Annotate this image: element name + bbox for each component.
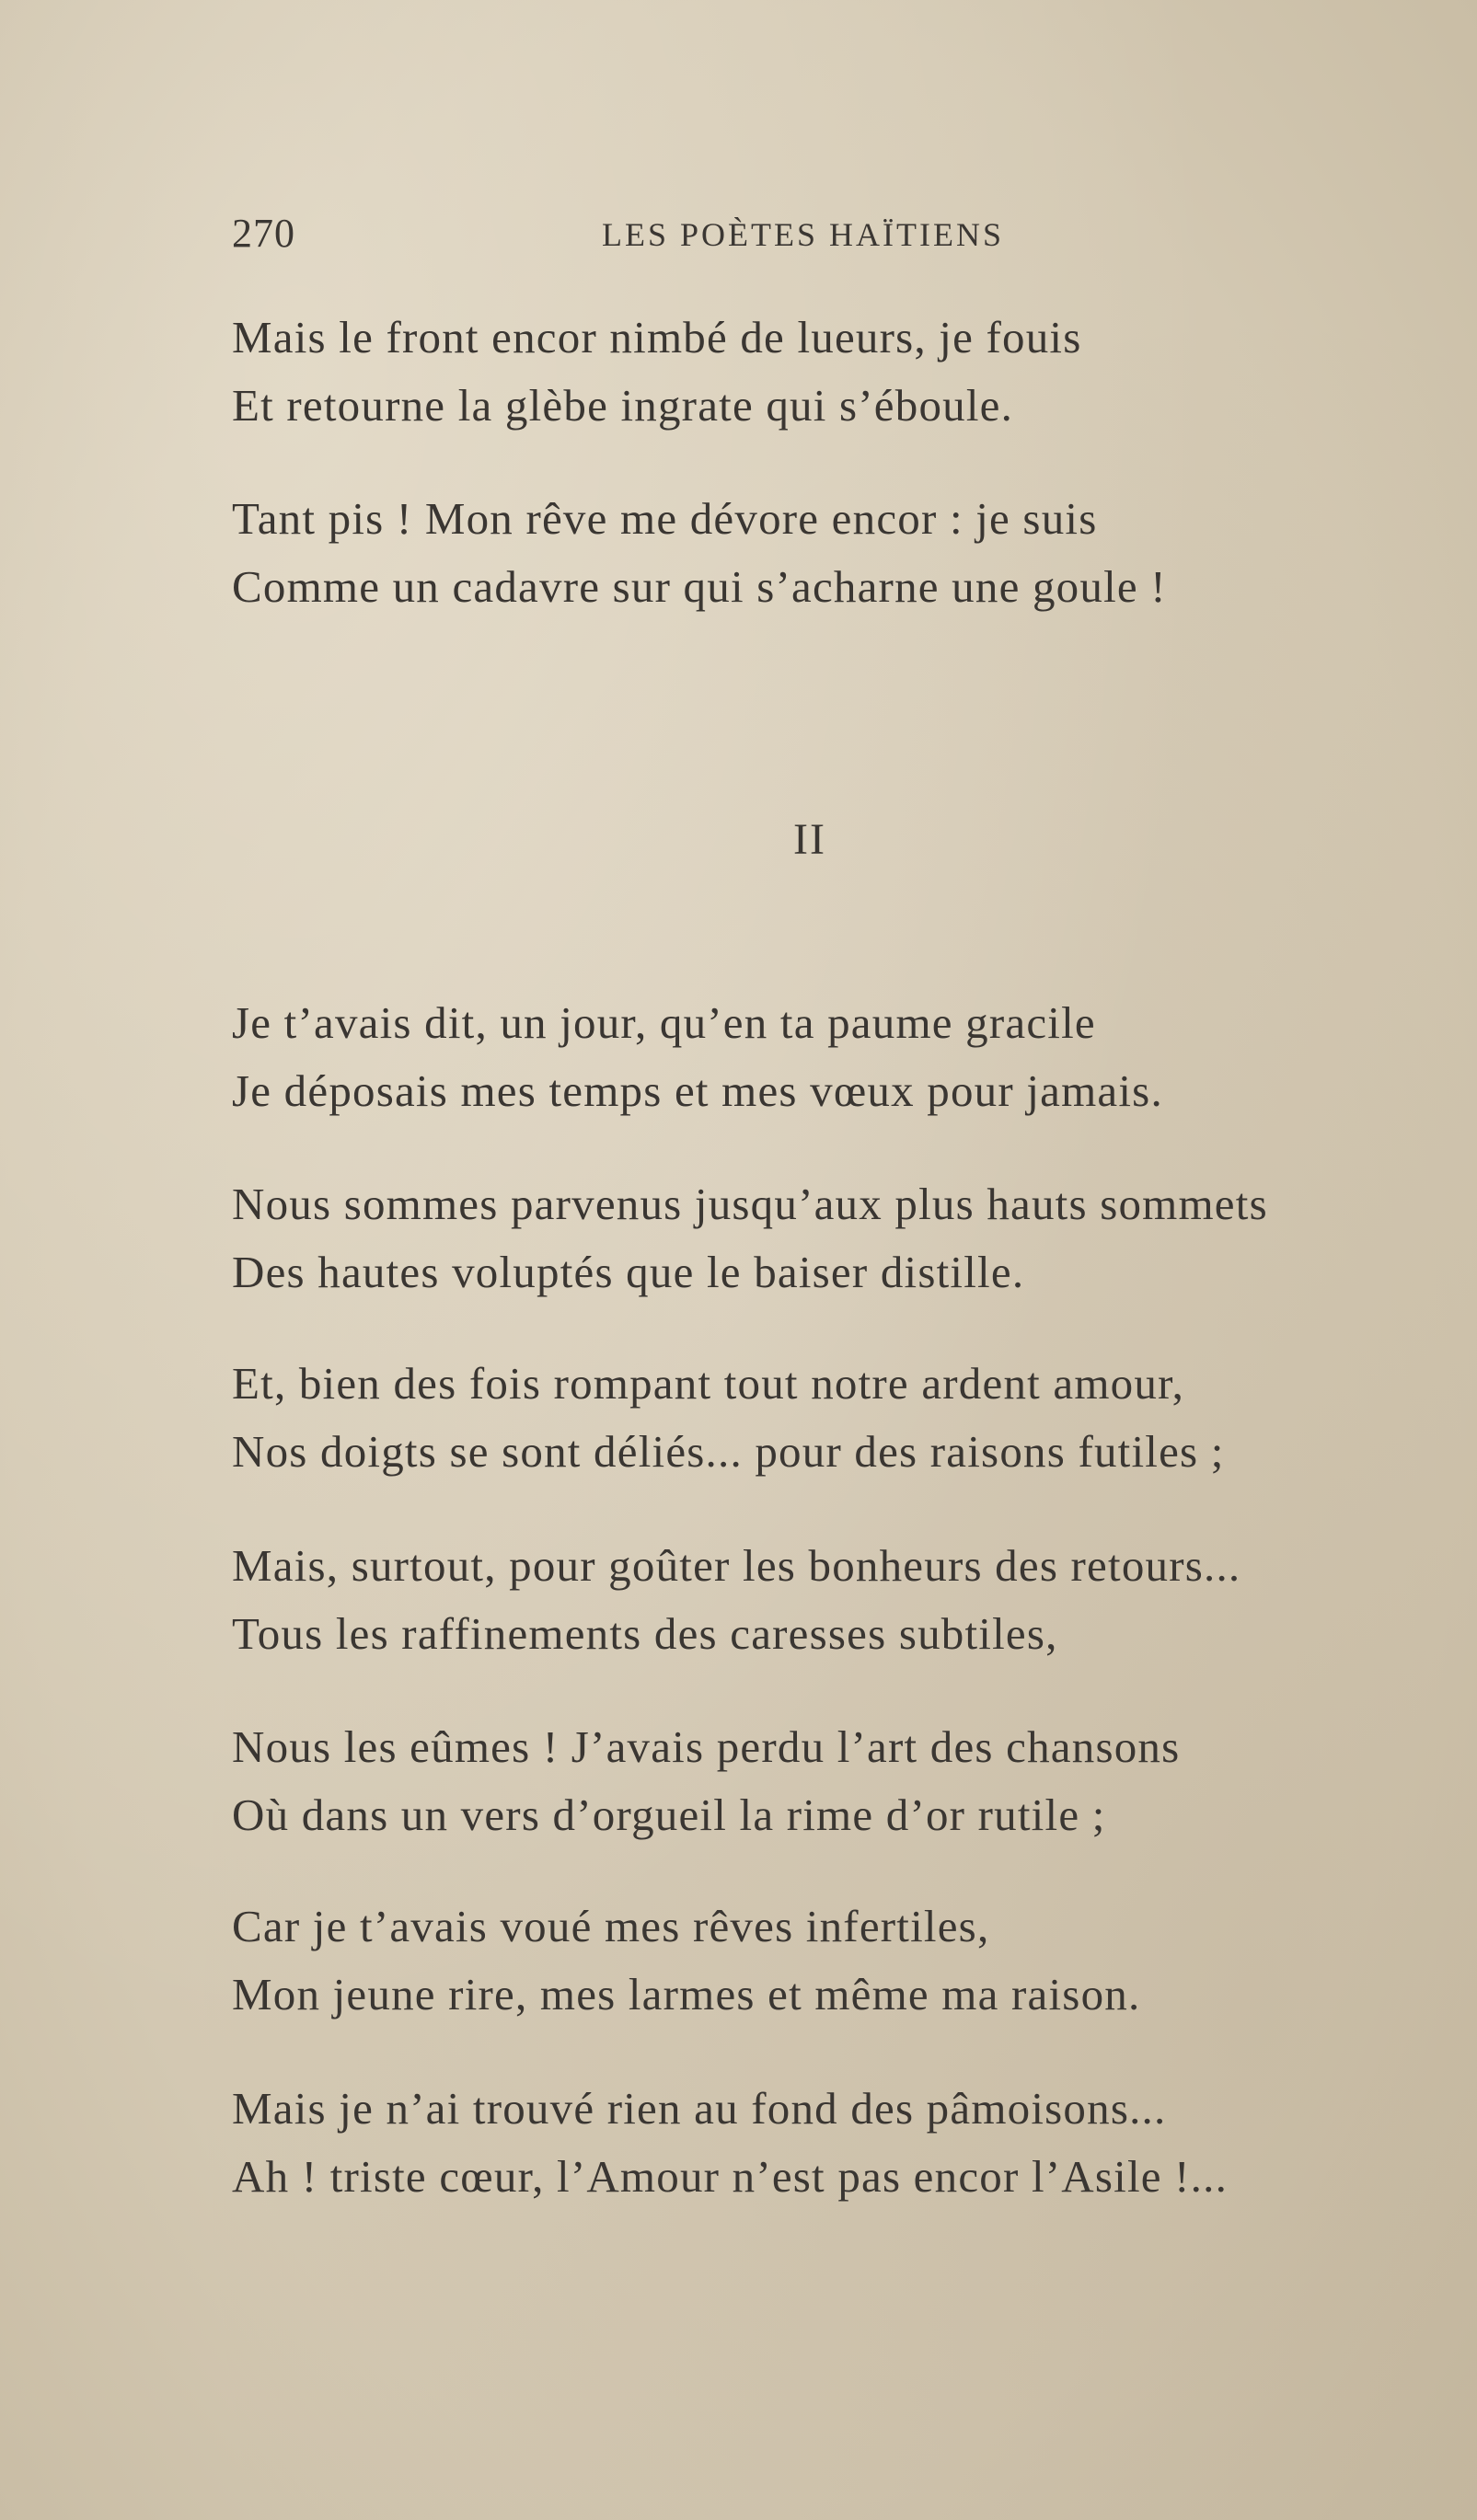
stanza (232, 485, 1391, 621)
verse-line: Mais le front encor nimbé de lueurs, je fouis (232, 312, 1082, 362)
verse-line: Car je t’avais voué mes rêves infertiles, (232, 1901, 990, 1951)
stanza (232, 1532, 1391, 1668)
section-numeral: II (793, 815, 826, 864)
verse-line: Je t’avais dit, un jour, qu’en ta paume gracile (232, 997, 1096, 1048)
stanza (232, 989, 1391, 1125)
verse-line: Et retourne la glèbe ingrate qui s’éboule. (232, 380, 1014, 431)
verse-line: Nous les eûmes ! J’avais perdu l’art des chansons (232, 1721, 1181, 1772)
verse-line: Mon jeune rire, mes larmes et même ma raison. (232, 1969, 1141, 2019)
verse-line: Mais je n’ai trouvé rien au fond des pâmoisons... (232, 2083, 1167, 2134)
verse-line: Des hautes voluptés que le baiser distille. (232, 1247, 1025, 1297)
page-number: 270 (232, 211, 295, 256)
stanza (232, 1350, 1391, 1486)
stanza (232, 2075, 1391, 2211)
running-title: LES POÈTES HAÏTIENS (602, 216, 1004, 253)
verse-line: Tous les raffinements des caresses subtiles, (232, 1608, 1058, 1659)
verse-line: Nos doigts se sont déliés... pour des raisons futiles ; (232, 1426, 1225, 1477)
stanza (232, 1170, 1391, 1306)
verse-line: Et, bien des fois rompant tout notre ardent amour, (232, 1358, 1185, 1409)
stanza (232, 1713, 1391, 1849)
verse-line: Je déposais mes temps et mes vœux pour jamais. (232, 1065, 1163, 1116)
verse-line: Ah ! triste cœur, l’Amour n’est pas encor l’Asile !... (232, 2151, 1229, 2202)
verse-line: Où dans un vers d’orgueil la rime d’or rutile ; (232, 1789, 1106, 1840)
stanza (232, 1893, 1391, 2029)
verse-line: Tant pis ! Mon rêve me dévore encor : je suis (232, 493, 1098, 544)
verse-line: Nous sommes parvenus jusqu’aux plus hauts sommets (232, 1179, 1268, 1229)
stanza (232, 304, 1391, 440)
verse-line: Mais, surtout, pour goûter les bonheurs des retours... (232, 1540, 1241, 1591)
running-head (232, 210, 1318, 265)
verse-line: Comme un cadavre sur qui s’acharne une goule ! (232, 561, 1167, 612)
